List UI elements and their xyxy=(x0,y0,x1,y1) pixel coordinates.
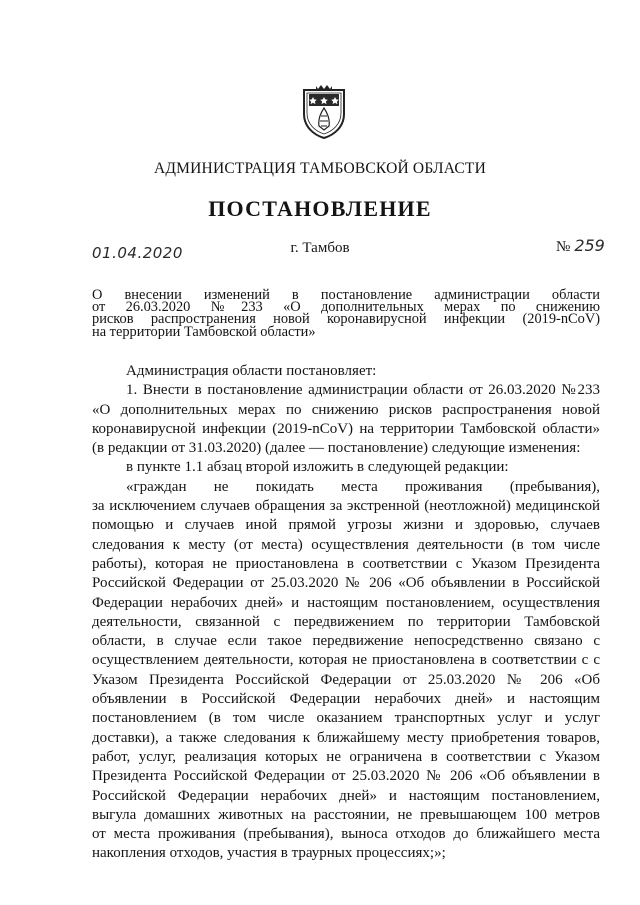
quote-line: деятельности, связанной с передвижением по территории Тамбовской xyxy=(92,613,600,630)
item-1-line: (в редакции от 31.03.2020) (далее — постановление) следующие изменения: xyxy=(92,440,581,457)
number-value: 259 xyxy=(574,236,605,255)
subject-line: О внесении изменений в постановление администрации области xyxy=(92,287,600,303)
authority-name: АДМИНИСТРАЦИЯ ТАМБОВСКОЙ ОБЛАСТИ xyxy=(154,160,486,177)
subitem-paragraph: в пункте 1.1 абзац второй изложить в следующей редакции: xyxy=(126,459,509,476)
document-date: 01.04.2020 xyxy=(92,244,183,262)
document-subject xyxy=(92,289,600,338)
quote-paragraph xyxy=(92,478,600,864)
document-body xyxy=(92,362,600,864)
item-1-paragraph xyxy=(92,381,600,458)
quote-line: Российской Федерации нерабочих дней» и настоящим постановлением, xyxy=(92,787,600,804)
item-1-line: коронавирусной инфекции (2019-nCoV) на территории Тамбовской области» xyxy=(92,420,600,437)
document-number xyxy=(556,236,605,256)
quote-line: объявлении в Российской Федерации нерабочих дней» и настоящим xyxy=(92,691,600,708)
coat-of-arms-icon xyxy=(300,84,348,140)
item-1-line: «О дополнительных мерах по снижению рисков распространения новой xyxy=(92,401,600,418)
quote-line: доставки), а также следования к ближайшему месту приобретения товаров, xyxy=(92,729,600,746)
quote-line: работы), которая не приостановлена в соответствии с Указом Президента xyxy=(92,555,600,572)
subject-line: от 26.03.2020 №233 «О дополнительных мерах по снижению xyxy=(92,299,600,316)
quote-line: «граждан не покидать места проживания (пребывания), xyxy=(126,478,600,495)
subject-line: на территории Тамбовской области» xyxy=(92,323,316,340)
quote-line: выгула домашних животных на расстоянии, не превышающем 100 метров xyxy=(92,806,600,823)
quote-line: накопления отходов, участия в траурных процессиях;»; xyxy=(92,845,446,862)
document-type: ПОСТАНОВЛЕНИЕ xyxy=(208,196,432,221)
quote-line: следования к месту (от места) осуществления деятельности (в том числе xyxy=(92,536,600,553)
quote-line: работ, услуг, реализация которых не ограничена в соответствии с Указом xyxy=(92,748,600,765)
quote-line: постановлением (в том числе оказанием транспортных услуг и услуг xyxy=(92,710,600,727)
number-sign: № xyxy=(556,239,571,255)
quote-line: помощью и случаев иной прямой угрозы жизни и здоровью, случаев xyxy=(92,517,600,534)
quote-line: области, в случае если такое передвижение непосредственно связано с xyxy=(92,633,600,650)
quote-line: Указом Президента Российской Федерации от 25.03.2020 № 206 «Об xyxy=(92,671,600,688)
quote-line: за исключением случаев обращения за экстренной (неотложной) медицинской xyxy=(92,498,600,515)
item-1-line: 1. Внести в постановление администрации области от 26.03.2020 №233 xyxy=(126,382,600,399)
subject-line: рисков распространения новой коронавирусной инфекции (2019-nCoV) xyxy=(92,311,600,328)
quote-line: от места проживания (пребывания), выноса отходов до ближайшего места xyxy=(92,826,600,843)
quote-line: Президента Российской Федерации от 25.03.2020 № 206 «Об объявлении в xyxy=(92,768,600,785)
document-city: г. Тамбов xyxy=(290,240,350,256)
quote-line: Российской Федерации от 25.03.2020 № 206 «Об объявлении в Российской xyxy=(92,575,600,592)
quote-line: осуществлением деятельности, которая не приостановлена в соответствии с с xyxy=(92,652,600,669)
intro-paragraph: Администрация области постановляет: xyxy=(126,363,377,379)
quote-line: Федерации нерабочих дней» и настоящим постановлением, осуществления xyxy=(92,594,600,611)
